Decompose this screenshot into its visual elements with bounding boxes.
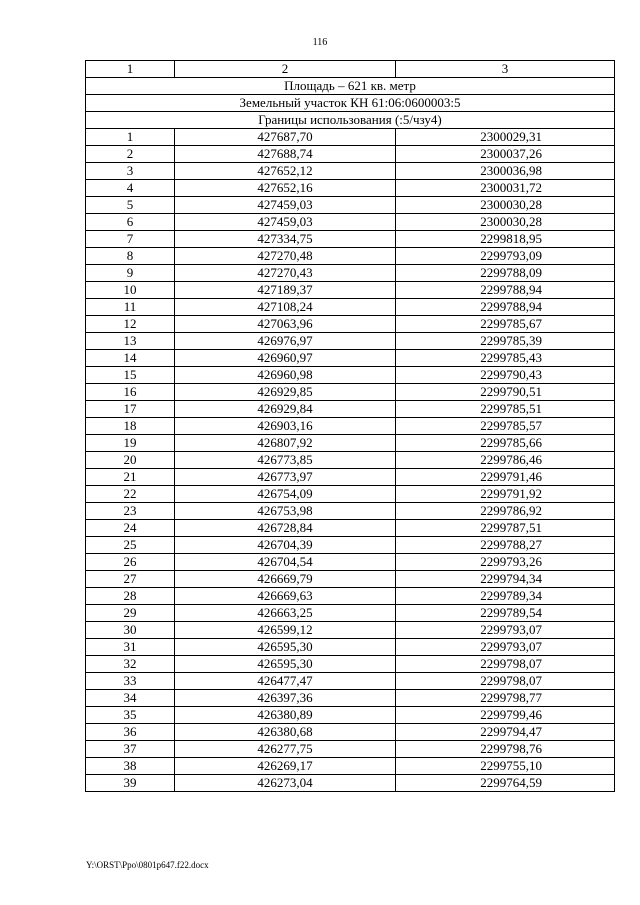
y-coordinate-cell: 2299788,94 xyxy=(396,299,615,316)
table-row xyxy=(86,333,615,350)
x-coordinate-cell: 426669,79 xyxy=(175,571,396,588)
table-row xyxy=(86,622,615,639)
y-coordinate-cell: 2299791,46 xyxy=(396,469,615,486)
point-number-cell: 29 xyxy=(86,605,175,622)
table-row xyxy=(86,401,615,418)
table-row xyxy=(86,588,615,605)
point-number-cell: 21 xyxy=(86,469,175,486)
table-row xyxy=(86,690,615,707)
y-coordinate-cell: 2299785,39 xyxy=(396,333,615,350)
x-coordinate-cell: 426477,47 xyxy=(175,673,396,690)
area-row xyxy=(86,78,615,95)
point-number-cell: 38 xyxy=(86,758,175,775)
table-row xyxy=(86,775,615,792)
table-row xyxy=(86,707,615,724)
table-row xyxy=(86,554,615,571)
point-number-cell: 25 xyxy=(86,537,175,554)
x-coordinate-cell: 427108,24 xyxy=(175,299,396,316)
y-coordinate-cell: 2299764,59 xyxy=(396,775,615,792)
y-coordinate-cell: 2300030,28 xyxy=(396,214,615,231)
x-coordinate-cell: 427189,37 xyxy=(175,282,396,299)
x-coordinate-cell: 427334,75 xyxy=(175,231,396,248)
y-coordinate-cell: 2299798,07 xyxy=(396,673,615,690)
y-coordinate-cell: 2299790,51 xyxy=(396,384,615,401)
point-number-cell: 5 xyxy=(86,197,175,214)
coordinates-table-body xyxy=(86,61,615,792)
x-coordinate-cell: 426903,16 xyxy=(175,418,396,435)
x-coordinate-cell: 426663,25 xyxy=(175,605,396,622)
point-number-cell: 12 xyxy=(86,316,175,333)
x-coordinate-cell: 426380,68 xyxy=(175,724,396,741)
point-number-cell: 26 xyxy=(86,554,175,571)
x-coordinate-cell: 426929,85 xyxy=(175,384,396,401)
point-number-cell: 39 xyxy=(86,775,175,792)
x-coordinate-cell: 426273,04 xyxy=(175,775,396,792)
point-number-cell: 3 xyxy=(86,163,175,180)
point-number-cell: 34 xyxy=(86,690,175,707)
point-number-cell: 9 xyxy=(86,265,175,282)
x-coordinate-cell: 426704,39 xyxy=(175,537,396,554)
point-number-cell: 15 xyxy=(86,367,175,384)
point-number-cell: 33 xyxy=(86,673,175,690)
x-coordinate-cell: 426773,85 xyxy=(175,452,396,469)
x-coordinate-cell: 426807,92 xyxy=(175,435,396,452)
y-coordinate-cell: 2299793,09 xyxy=(396,248,615,265)
y-coordinate-cell: 2299786,92 xyxy=(396,503,615,520)
y-coordinate-cell: 2299791,92 xyxy=(396,486,615,503)
x-coordinate-cell: 426704,54 xyxy=(175,554,396,571)
point-number-cell: 6 xyxy=(86,214,175,231)
point-number-cell: 35 xyxy=(86,707,175,724)
x-coordinate-cell: 427270,43 xyxy=(175,265,396,282)
table-row xyxy=(86,146,615,163)
point-number-cell: 24 xyxy=(86,520,175,537)
x-coordinate-cell: 426599,12 xyxy=(175,622,396,639)
point-number-cell: 14 xyxy=(86,350,175,367)
point-number-cell: 8 xyxy=(86,248,175,265)
table-row xyxy=(86,469,615,486)
table-row xyxy=(86,367,615,384)
x-coordinate-cell: 426595,30 xyxy=(175,639,396,656)
header-row xyxy=(86,61,615,78)
table-row xyxy=(86,299,615,316)
point-number-cell: 30 xyxy=(86,622,175,639)
y-coordinate-cell: 2299785,67 xyxy=(396,316,615,333)
table-row xyxy=(86,231,615,248)
point-number-cell: 22 xyxy=(86,486,175,503)
point-number-cell: 20 xyxy=(86,452,175,469)
point-number-cell: 28 xyxy=(86,588,175,605)
point-number-cell: 17 xyxy=(86,401,175,418)
point-number-cell: 36 xyxy=(86,724,175,741)
y-coordinate-cell: 2299794,47 xyxy=(396,724,615,741)
table-row xyxy=(86,486,615,503)
table-row xyxy=(86,214,615,231)
header-cell-2: 2 xyxy=(175,61,396,78)
x-coordinate-cell: 426277,75 xyxy=(175,741,396,758)
y-coordinate-cell: 2300031,72 xyxy=(396,180,615,197)
point-number-cell: 18 xyxy=(86,418,175,435)
x-coordinate-cell: 426669,63 xyxy=(175,588,396,605)
y-coordinate-cell: 2299798,76 xyxy=(396,741,615,758)
y-coordinate-cell: 2299788,27 xyxy=(396,537,615,554)
y-coordinate-cell: 2299793,07 xyxy=(396,622,615,639)
table-row xyxy=(86,673,615,690)
x-coordinate-cell: 426728,84 xyxy=(175,520,396,537)
table-row xyxy=(86,503,615,520)
table-row xyxy=(86,537,615,554)
y-coordinate-cell: 2299790,43 xyxy=(396,367,615,384)
x-coordinate-cell: 426753,98 xyxy=(175,503,396,520)
parcel-cell: Земельный участок КН 61:06:0600003:5 xyxy=(86,95,615,112)
point-number-cell: 19 xyxy=(86,435,175,452)
y-coordinate-cell: 2299789,54 xyxy=(396,605,615,622)
table-row xyxy=(86,282,615,299)
x-coordinate-cell: 427270,48 xyxy=(175,248,396,265)
point-number-cell: 31 xyxy=(86,639,175,656)
y-coordinate-cell: 2299793,26 xyxy=(396,554,615,571)
table-row xyxy=(86,197,615,214)
table-row xyxy=(86,129,615,146)
x-coordinate-cell: 426397,36 xyxy=(175,690,396,707)
footer-file-path: Y:\ORST\Ppo\0801p647.f22.docx xyxy=(86,860,209,870)
y-coordinate-cell: 2299798,77 xyxy=(396,690,615,707)
x-coordinate-cell: 426269,17 xyxy=(175,758,396,775)
table-row xyxy=(86,520,615,537)
y-coordinate-cell: 2300030,28 xyxy=(396,197,615,214)
y-coordinate-cell: 2299785,43 xyxy=(396,350,615,367)
y-coordinate-cell: 2299788,09 xyxy=(396,265,615,282)
x-coordinate-cell: 426960,98 xyxy=(175,367,396,384)
table-row xyxy=(86,350,615,367)
x-coordinate-cell: 426929,84 xyxy=(175,401,396,418)
point-number-cell: 13 xyxy=(86,333,175,350)
table-row xyxy=(86,265,615,282)
table-row xyxy=(86,605,615,622)
point-number-cell: 11 xyxy=(86,299,175,316)
point-number-cell: 32 xyxy=(86,656,175,673)
x-coordinate-cell: 427687,70 xyxy=(175,129,396,146)
y-coordinate-cell: 2300036,98 xyxy=(396,163,615,180)
x-coordinate-cell: 427063,96 xyxy=(175,316,396,333)
y-coordinate-cell: 2299786,46 xyxy=(396,452,615,469)
y-coordinate-cell: 2299818,95 xyxy=(396,231,615,248)
y-coordinate-cell: 2299798,07 xyxy=(396,656,615,673)
x-coordinate-cell: 426595,30 xyxy=(175,656,396,673)
point-number-cell: 16 xyxy=(86,384,175,401)
y-coordinate-cell: 2299785,66 xyxy=(396,435,615,452)
x-coordinate-cell: 426773,97 xyxy=(175,469,396,486)
coordinates-table xyxy=(85,60,615,792)
point-number-cell: 23 xyxy=(86,503,175,520)
y-coordinate-cell: 2299755,10 xyxy=(396,758,615,775)
x-coordinate-cell: 427688,74 xyxy=(175,146,396,163)
point-number-cell: 1 xyxy=(86,129,175,146)
table-row xyxy=(86,180,615,197)
point-number-cell: 37 xyxy=(86,741,175,758)
y-coordinate-cell: 2300029,31 xyxy=(396,129,615,146)
table-row xyxy=(86,571,615,588)
table-row xyxy=(86,639,615,656)
table-row xyxy=(86,724,615,741)
page-number: 116 xyxy=(312,37,328,48)
point-number-cell: 10 xyxy=(86,282,175,299)
x-coordinate-cell: 427459,03 xyxy=(175,197,396,214)
table-row xyxy=(86,741,615,758)
boundary-row xyxy=(86,112,615,129)
boundary-cell: Границы использования (:5/чзу4) xyxy=(86,112,615,129)
point-number-cell: 7 xyxy=(86,231,175,248)
x-coordinate-cell: 426976,97 xyxy=(175,333,396,350)
x-coordinate-cell: 426380,89 xyxy=(175,707,396,724)
x-coordinate-cell: 427459,03 xyxy=(175,214,396,231)
y-coordinate-cell: 2299785,57 xyxy=(396,418,615,435)
table-row xyxy=(86,435,615,452)
x-coordinate-cell: 426960,97 xyxy=(175,350,396,367)
table-row xyxy=(86,384,615,401)
x-coordinate-cell: 427652,16 xyxy=(175,180,396,197)
x-coordinate-cell: 427652,12 xyxy=(175,163,396,180)
header-cell-1: 1 xyxy=(86,61,175,78)
table-row xyxy=(86,418,615,435)
area-cell: Площадь – 621 кв. метр xyxy=(86,78,615,95)
y-coordinate-cell: 2299793,07 xyxy=(396,639,615,656)
y-coordinate-cell: 2299788,94 xyxy=(396,282,615,299)
x-coordinate-cell: 426754,09 xyxy=(175,486,396,503)
point-number-cell: 27 xyxy=(86,571,175,588)
point-number-cell: 4 xyxy=(86,180,175,197)
y-coordinate-cell: 2299799,46 xyxy=(396,707,615,724)
table-row xyxy=(86,163,615,180)
table-row xyxy=(86,656,615,673)
y-coordinate-cell: 2299794,34 xyxy=(396,571,615,588)
parcel-row xyxy=(86,95,615,112)
table-row xyxy=(86,452,615,469)
table-row xyxy=(86,758,615,775)
y-coordinate-cell: 2299785,51 xyxy=(396,401,615,418)
header-cell-3: 3 xyxy=(396,61,615,78)
y-coordinate-cell: 2299789,34 xyxy=(396,588,615,605)
table-row xyxy=(86,248,615,265)
y-coordinate-cell: 2300037,26 xyxy=(396,146,615,163)
table-row xyxy=(86,316,615,333)
point-number-cell: 2 xyxy=(86,146,175,163)
y-coordinate-cell: 2299787,51 xyxy=(396,520,615,537)
